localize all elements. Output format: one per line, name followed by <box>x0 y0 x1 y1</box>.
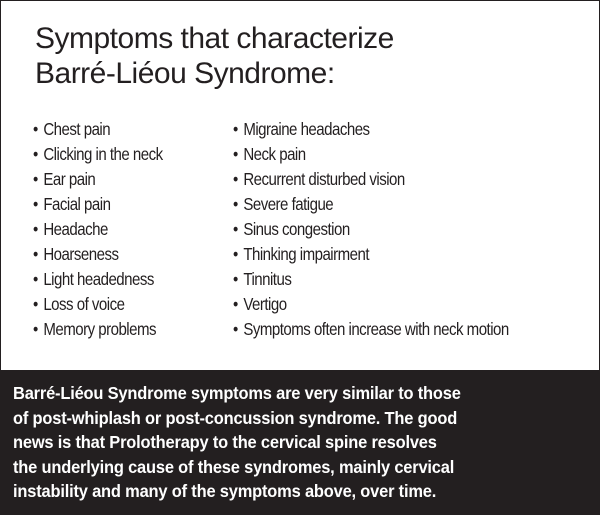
list-item <box>33 267 163 292</box>
bullet-icon: • <box>33 319 38 339</box>
bullet-icon: • <box>233 119 238 139</box>
footer-line: of post-whiplash or post-concussion syndrome. The good <box>13 407 458 428</box>
footer-paragraph <box>13 381 598 504</box>
symptom-label: Tinnitus <box>243 269 292 289</box>
bullet-icon: • <box>233 219 238 239</box>
bullet-icon: • <box>33 194 38 214</box>
bullet-icon: • <box>233 144 238 164</box>
symptom-label: Sinus congestion <box>243 219 350 239</box>
symptom-label: Ear pain <box>43 169 96 189</box>
title-line-2: Barré-Liéou Syndrome: <box>35 57 335 90</box>
symptom-label: Loss of voice <box>43 294 125 314</box>
list-item <box>233 117 509 142</box>
list-item <box>33 217 163 242</box>
symptom-label: Recurrent disturbed vision <box>243 169 405 189</box>
bullet-icon: • <box>33 219 38 239</box>
footer-line: news is that Prolotherapy to the cervical spine resolves <box>13 432 437 452</box>
footer-line: Barré-Liéou Syndrome symptoms are very similar to those <box>13 383 461 403</box>
footer-line: instability and many of the symptoms above, over time. <box>13 481 437 501</box>
list-item <box>33 242 163 267</box>
list-item <box>233 317 509 342</box>
bullet-icon: • <box>233 194 238 214</box>
list-item <box>33 317 163 342</box>
title-line-1: Symptoms that characterize <box>35 22 394 55</box>
symptom-list-left <box>33 117 184 342</box>
list-item <box>233 217 509 242</box>
footer-line: the underlying cause of these syndromes, mainly cervical <box>13 456 455 477</box>
symptom-label: Thinking impairment <box>243 244 370 264</box>
symptom-label: Facial pain <box>43 194 111 214</box>
list-item <box>233 167 509 192</box>
footer-banner <box>1 370 599 515</box>
symptom-label: Severe fatigue <box>243 194 334 214</box>
bullet-icon: • <box>33 144 38 164</box>
list-item <box>33 292 163 317</box>
list-item <box>33 117 163 142</box>
symptom-label: Migraine headaches <box>243 119 370 139</box>
bullet-icon: • <box>33 169 38 189</box>
list-item <box>233 292 509 317</box>
list-item <box>233 142 509 167</box>
list-item <box>233 192 509 217</box>
list-item <box>33 192 163 217</box>
list-item <box>233 267 509 292</box>
symptom-label: Neck pain <box>243 144 306 164</box>
symptom-list-right <box>233 117 554 342</box>
symptom-label: Chest pain <box>43 119 111 139</box>
bullet-icon: • <box>233 294 238 314</box>
symptom-label: Memory problems <box>43 319 157 339</box>
symptom-label: Hoarseness <box>43 244 119 264</box>
page-title <box>35 21 394 91</box>
symptom-label: Headache <box>43 219 108 239</box>
list-item <box>33 167 163 192</box>
list-item <box>33 142 163 167</box>
symptom-label: Light headedness <box>43 269 154 289</box>
symptom-label: Clicking in the neck <box>43 144 163 164</box>
bullet-icon: • <box>33 269 38 289</box>
bullet-icon: • <box>233 269 238 289</box>
list-item <box>233 242 509 267</box>
bullet-icon: • <box>233 244 238 264</box>
bullet-icon: • <box>33 294 38 314</box>
bullet-icon: • <box>33 119 38 139</box>
bullet-icon: • <box>233 169 238 189</box>
symptom-label: Vertigo <box>243 294 287 314</box>
bullet-icon: • <box>233 319 238 339</box>
bullet-icon: • <box>33 244 38 264</box>
symptom-label: Symptoms often increase with neck motion <box>243 319 509 339</box>
